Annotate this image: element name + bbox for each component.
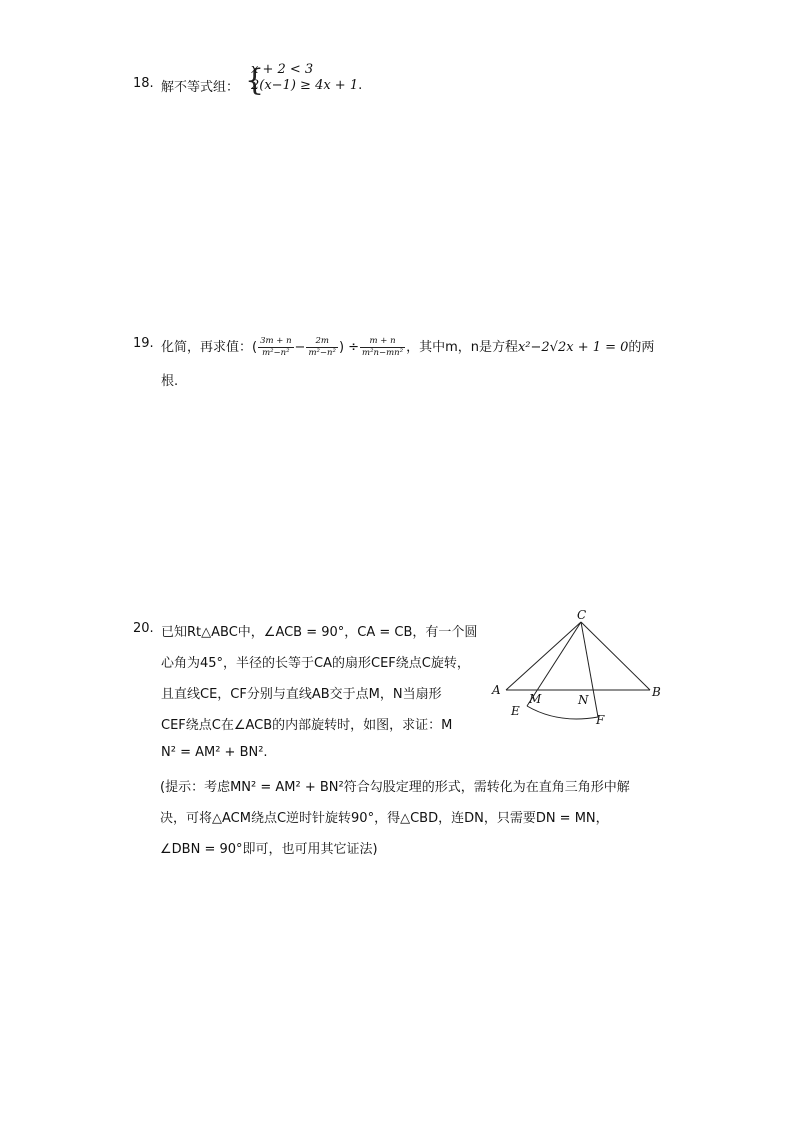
label-C: C — [577, 608, 587, 622]
question-text-line4: CEF绕点C在∠ACB的内部旋转时，如图，求证：M — [161, 718, 453, 733]
label-F: F — [596, 713, 605, 727]
question-number: 18. — [133, 76, 154, 91]
geometry-figure — [488, 606, 668, 731]
hint-line2: 决，可将△ACM绕点C逆时针旋转90°，得△CBD，连DN，只需要DN = MN， — [160, 811, 609, 826]
arc-EF — [527, 706, 598, 719]
label-M: M — [529, 692, 542, 706]
question-text-line2: 心角为45°，半径的长等于CA的扇形CEF绕点C旋转， — [161, 656, 470, 671]
label-B: B — [652, 685, 661, 699]
hint-line3: ∠DBN = 90°即可，也可用其它证法) — [160, 842, 378, 857]
label-E: E — [511, 704, 520, 718]
inequality-2: 2(x−1) ≥ 4x + 1. — [251, 78, 363, 93]
question-text-line5: N² = AM² + BN². — [161, 745, 268, 760]
question-text: 解不等式组： — [161, 80, 240, 95]
fraction-1: $\frac{3m + n}{\text{m²−n²}}$ — [260, 336, 292, 358]
fraction-2: $\frac{2m}{\text{m²−n²}}$ — [308, 336, 336, 358]
question-number: 19. — [133, 336, 154, 351]
equation: x²−2√2x + 1 = 0 — [517, 340, 629, 355]
label-A: A — [492, 683, 501, 697]
question-text-line3: 且直线CE，CF分别与直线AB交于点M，N当扇形 — [161, 687, 442, 702]
hint-line1: (提示：考虑MN² = AM² + BN²符合勾股定理的形式，需转化为在直角三角形中解 — [160, 780, 630, 795]
question-text-line2: 根. — [161, 374, 179, 389]
fraction-3: $\frac{m + n}{\text{m²n−mn²}}$ — [362, 336, 404, 358]
system-brace: { — [245, 63, 265, 98]
question-text: 化简，再求值：( $\frac{3m + n}{\text{m²−n²}}$ − $\frac{2m}{\text{m²−n²}}$ ) ÷ $\frac{m + n}{\text{m²n−mn²}}$ ，其中m，n是方程x²−2√2x + 1 = 0的两 — [161, 336, 655, 358]
question-text-line1: 已知Rt△ABC中，∠ACB = 90°，CA = CB，有一个圆 — [161, 625, 478, 640]
label-N: N — [578, 693, 589, 707]
inequality-1: x + 2 < 3 — [251, 62, 314, 77]
question-number: 20. — [133, 621, 154, 636]
